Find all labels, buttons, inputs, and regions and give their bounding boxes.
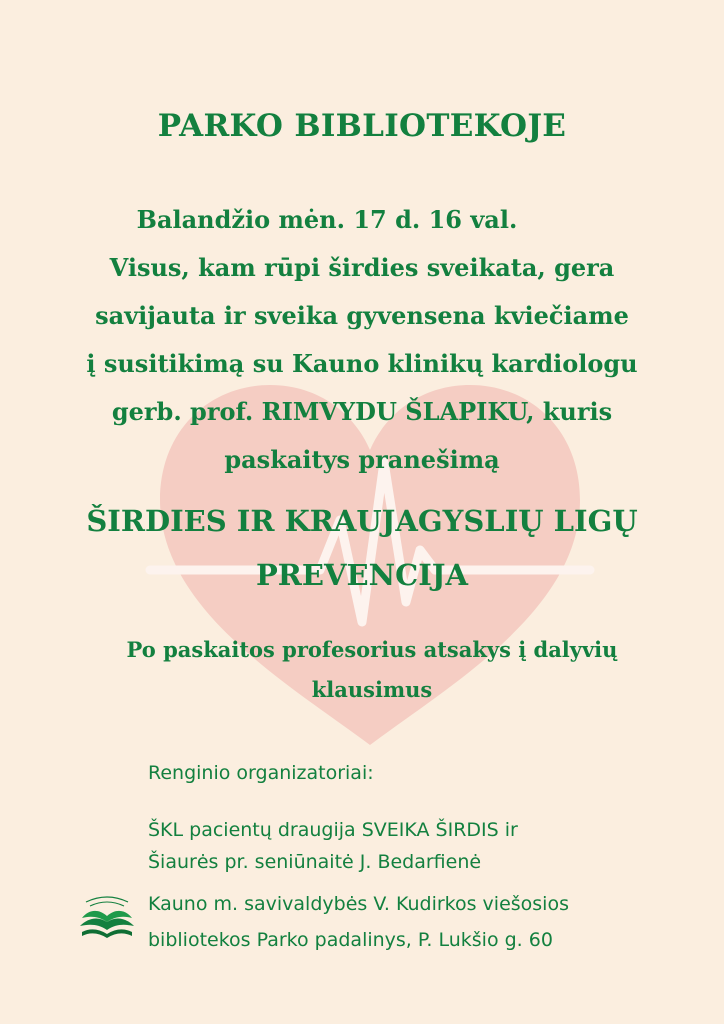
lecture-topic xyxy=(20,494,704,602)
after-line-2: klausimus xyxy=(311,677,433,702)
organizer-line-4: bibliotekos Parko padalinys, P. Lukšio g. 60 xyxy=(148,929,553,951)
organizers-label: Renginio organizatoriai: xyxy=(148,762,374,784)
after-talk-note xyxy=(40,630,704,710)
intro-text xyxy=(20,196,704,484)
topic-line-1: ŠIRDIES IR KRAUJAGYSLIŲ LIGŲ xyxy=(86,504,638,538)
intro-line-4: gerb. prof. RIMVYDU ŠLAPIKU, kuris xyxy=(111,397,613,426)
intro-line-3: į susitikimą su Kauno klinikų kardiologu xyxy=(86,349,638,378)
page-title: PARKO BIBLIOTEKOJE xyxy=(157,108,567,144)
topic-line-2: PREVENCIJA xyxy=(256,558,468,592)
library-logo xyxy=(78,894,136,942)
after-line-1: Po paskaitos profesorius atsakys į dalyvių xyxy=(126,637,618,662)
intro-line-5: paskaitys pranešimą xyxy=(224,445,500,474)
organizer-line-3: Kauno m. savivaldybės V. Kudirkos viešosios xyxy=(148,893,569,915)
event-date: Balandžio mėn. 17 d. 16 val. xyxy=(136,205,518,234)
organizer-line-2: Šiaurės pr. seniūnaitė J. Bedarfienė xyxy=(148,851,482,873)
intro-line-1: Visus, kam rūpi širdies sveikata, gera xyxy=(109,253,615,282)
organizer-line-1: ŠKL pacientų draugija SVEIKA ŠIRDIS ir xyxy=(148,819,518,841)
intro-line-2: savijauta ir sveika gyvensena kviečiame xyxy=(95,301,629,330)
